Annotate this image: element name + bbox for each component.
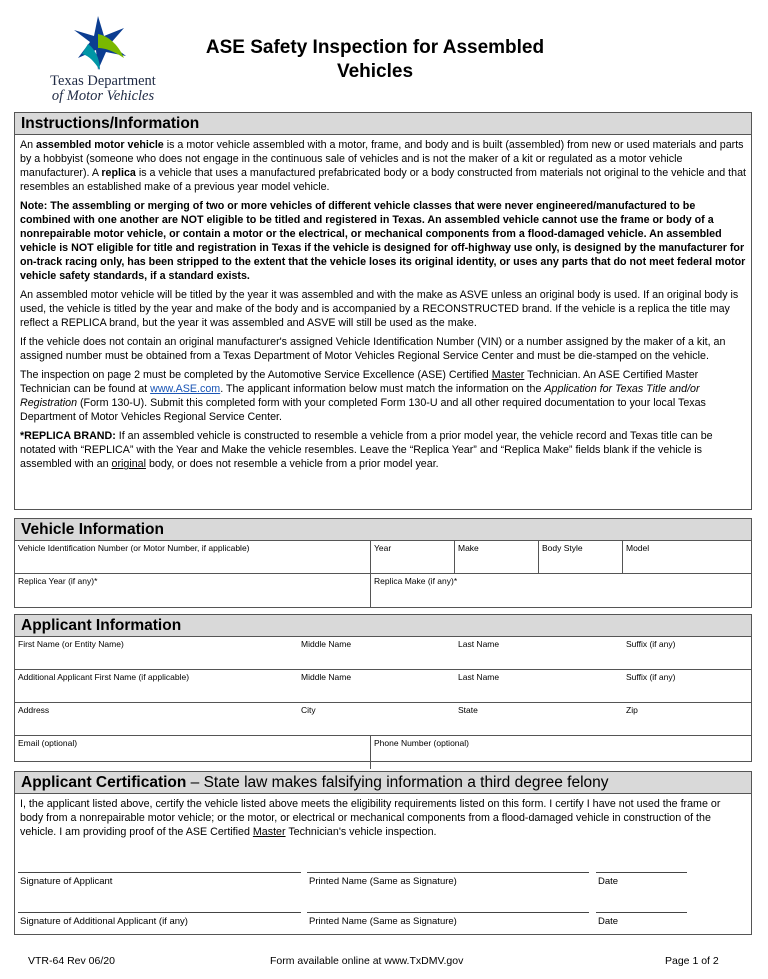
paragraph-replica-brand: *REPLICA BRAND: If an assembled vehicle is constructed to resemble a vehicle from a prior model year, the vehicle record and Texas title can be notated with “REPLICA” with the Year and Make the vehicle resembles. Leave the “Replica Year” and “Replica Make” fields blank if the vehicle is assembled with an original body, or does not resemble a vehicle from a prior model year.: [20, 430, 713, 470]
vin-field[interactable]: Vehicle Identification Number (or Motor Number, if applicable): [18, 543, 250, 553]
city-field[interactable]: City: [301, 705, 316, 715]
email-field[interactable]: Email (optional): [18, 738, 78, 748]
org-name-line1: Texas Department: [50, 73, 156, 89]
paragraph-titling: An assembled motor vehicle will be titled by the year it was assembled and with the make as ASVE unless an original body is used. If an original body is used, the vehicle is titled by the year and make of the body and is accompanied by a RECONSTRUCTED brand. If the vehicle is a replica the title may reflect a REPLICA brand, but the year it was assembled and ASVE will still be used as the make.: [20, 289, 739, 329]
model-field[interactable]: Model: [622, 541, 753, 573]
additional-printed-name-line[interactable]: [307, 912, 589, 913]
vehicle-information-section: [14, 518, 752, 608]
paragraph-vin: If the vehicle does not contain an original manufacturer's assigned Vehicle Identification Number (VIN) or a number assigned by the maker of a kit, an assigned number must be obtained from a Texas Department of Motor Vehicles Regional Service Center and must be die-stamped on the vehicle.: [20, 336, 726, 362]
printed-name-label: Printed Name (Same as Signature): [309, 876, 457, 887]
body-style-field[interactable]: Body Style: [538, 541, 622, 573]
form-id: VTR-64 Rev 06/20: [28, 955, 115, 967]
additional-date-line[interactable]: [596, 912, 687, 913]
signature-of-applicant-label: Signature of Applicant: [20, 876, 113, 887]
paragraph-definition: An assembled motor vehicle is a motor vehicle assembled with a motor, frame, and body and is built (assembled) from new or used materials and parts by a hobbyist (someone who does not engage in the continuous sale of vehicles and is not the maker of a kit or regulated as a motor vehicle manufacturer). A replica is a vehicle that uses a manufactured prefabricated body or a body constructed from materials not original to the vehicle and that resembles an established make of a previous year model vehicle.: [20, 139, 746, 193]
printed-name-line[interactable]: [307, 872, 589, 873]
date-label: Date: [598, 876, 619, 887]
last-name-field[interactable]: Last Name: [458, 639, 500, 649]
paragraph-inspection: The inspection on page 2 must be completed by the Automotive Service Excellence (ASE) Certified Master Technician. An ASE Certified Master Technician can be found at www.ASE.com. The applicant information below must match the information on the Application for Texas Title and/or Registration (Form 130-U). Submit this completed form with your completed Form 130-U and all other required documentation to your local Texas Department of Motor Vehicles Regional Service Center.: [20, 369, 706, 423]
additional-suffix-field[interactable]: Suffix (if any): [626, 672, 676, 682]
page-header: [0, 0, 768, 108]
instructions-section: [14, 112, 752, 510]
form-title: ASE Safety Inspection for Assembled Vehicles: [205, 37, 545, 82]
state-field[interactable]: State: [458, 705, 478, 715]
address-field[interactable]: Address: [18, 705, 50, 715]
suffix-field[interactable]: Suffix (if any): [626, 639, 676, 649]
instructions-heading: Instructions/Information: [15, 113, 751, 135]
phone-field[interactable]: Phone Number (optional): [370, 736, 753, 769]
applicant-information-heading: Applicant Information: [15, 615, 751, 637]
applicant-certification-heading: Applicant Certification – State law makes falsifying information a third degree felony: [15, 772, 751, 794]
replica-make-field[interactable]: Replica Make (if any)*: [370, 574, 753, 607]
replica-year-field[interactable]: Replica Year (if any)*: [18, 576, 98, 586]
star-icon: [68, 14, 138, 72]
txdmv-logo: [28, 14, 178, 106]
signature-of-additional-applicant-label: Signature of Additional Applicant (if any): [20, 916, 188, 927]
date-line[interactable]: [596, 872, 687, 873]
make-field[interactable]: Make: [454, 541, 538, 573]
additional-first-name-field[interactable]: Additional Applicant First Name (if applicable): [18, 672, 190, 682]
vehicle-information-heading: Vehicle Information: [15, 519, 751, 541]
additional-signature-line[interactable]: [18, 912, 301, 913]
form-availability: Form available online at www.TxDMV.gov: [270, 955, 464, 967]
ase-link[interactable]: www.ASE.com: [150, 383, 221, 395]
page-number: Page 1 of 2: [665, 955, 719, 967]
year-field[interactable]: Year: [370, 541, 454, 573]
additional-date-label: Date: [598, 916, 619, 927]
first-name-field[interactable]: First Name (or Entity Name): [18, 639, 124, 649]
applicant-certification-section: [14, 771, 752, 935]
paragraph-note: Note: The assembling or merging of two or more vehicles of different vehicle classes that were never engineered/manufactured to be combined with one another are NOT eligible to be titled and registered in Texas. An assembled vehicle cannot use the frame or body of a nonrepairable motor vehicle, or contain a motor or the electrical, or mechanical components from a flood-damaged vehicle. An assembled vehicle is NOT eligible for title and registration in Texas if the vehicle is designed for off-highway use only, is designed by the manufacturer for on-track racing only, has been stripped to the extent that the vehicle loses its original identity, or uses any parts that do not meet federal motor vehicle safety standards, if a standard exists.: [20, 200, 746, 282]
applicant-information-section: [14, 614, 752, 762]
org-name-line2: of Motor Vehicles: [51, 88, 155, 104]
additional-last-name-field[interactable]: Last Name: [458, 672, 500, 682]
certification-text: I, the applicant listed above, certify the vehicle listed above meets the eligibility requirements listed on this form. I certify I have not used the frame or body from a nonrepairable motor vehicle; or the motor, or electrical or mechanical components from a flood-damaged vehicle in construction of the vehicle. I am providing proof of the ASE Certified Master Technician's vehicle inspection.: [20, 798, 721, 838]
additional-middle-name-field[interactable]: Middle Name: [301, 672, 352, 682]
signature-line[interactable]: [18, 872, 301, 873]
middle-name-field[interactable]: Middle Name: [301, 639, 352, 649]
zip-field[interactable]: Zip: [626, 705, 638, 715]
additional-printed-name-label: Printed Name (Same as Signature): [309, 916, 457, 927]
